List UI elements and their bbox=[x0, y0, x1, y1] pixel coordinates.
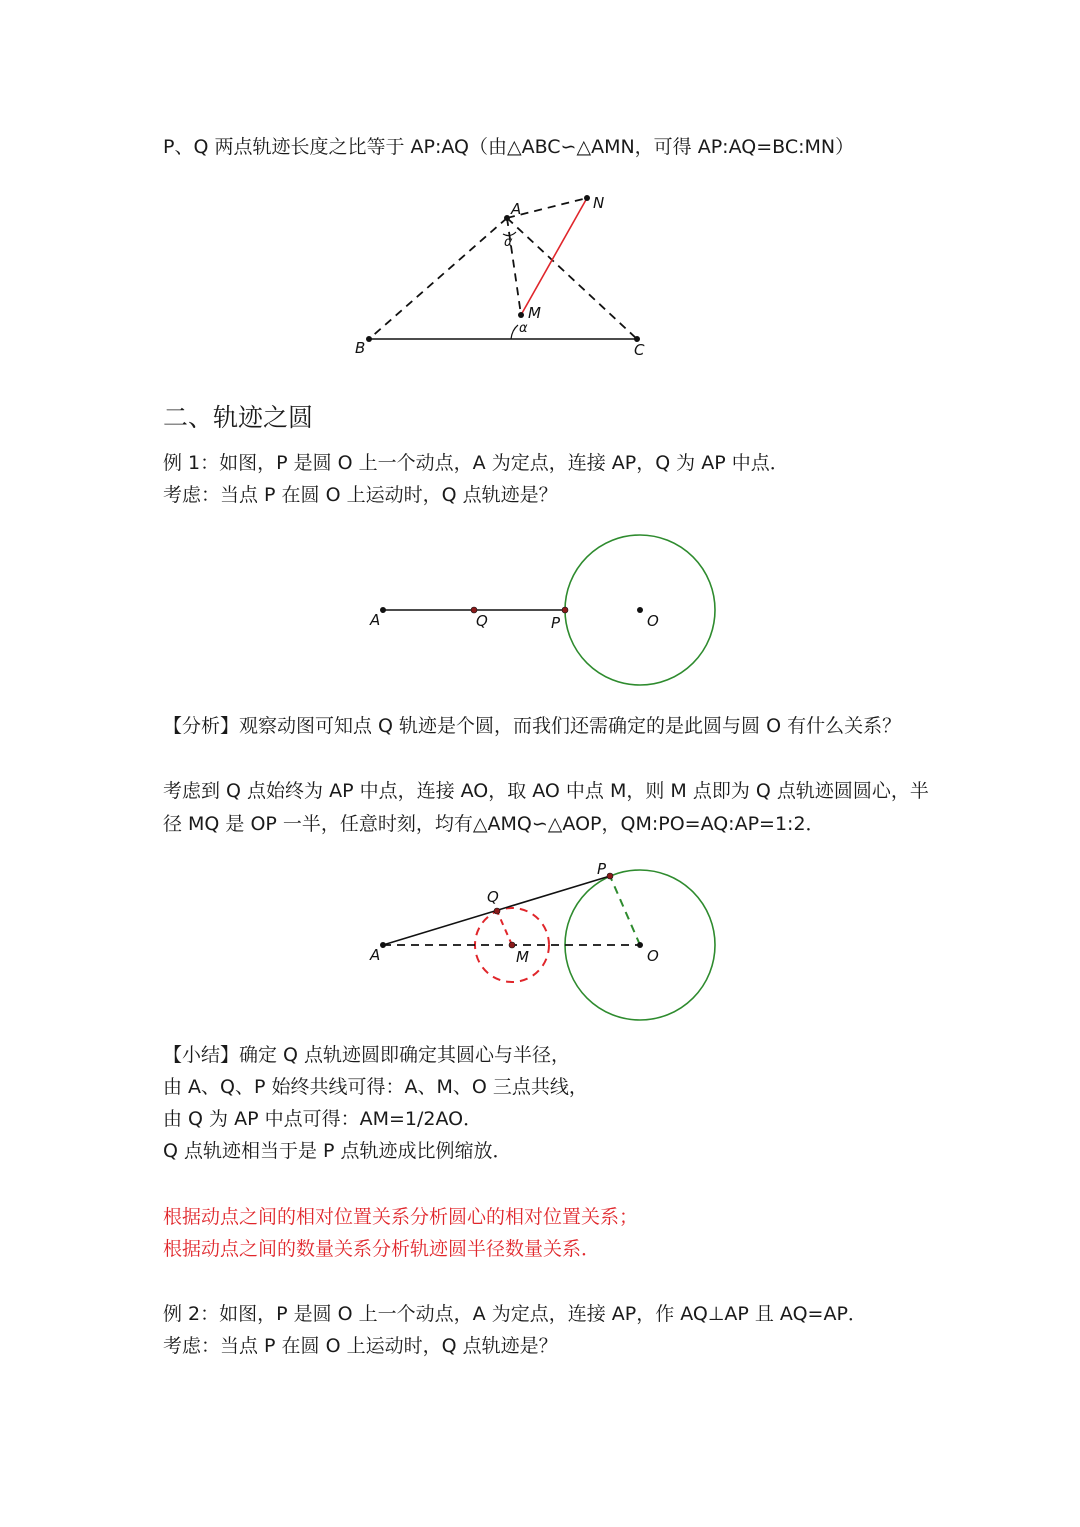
label-O: O bbox=[647, 612, 659, 630]
example2-line2: 考虑：当点 P 在圆 O 上运动时，Q 点轨迹是？ bbox=[163, 1335, 558, 1357]
example1-line1: 例 1：如图，P 是圆 O 上一个动点，A 为定点，连接 AP，Q 为 AP 中点． bbox=[163, 452, 789, 474]
angle-arc-bottom bbox=[511, 325, 518, 339]
point-P bbox=[607, 873, 613, 879]
label-O: O bbox=[647, 947, 659, 965]
point-O bbox=[637, 942, 643, 948]
label-Q: Q bbox=[476, 612, 488, 630]
figure-circle-locus bbox=[0, 520, 1080, 700]
highlight-line2: 根据动点之间的数量关系分析轨迹圆半径数量关系． bbox=[163, 1238, 601, 1260]
analysis-line1: 【分析】观察动图可知点 Q 轨迹是个圆，而我们还需确定的是此圆与圆 O 有什么关系？ bbox=[163, 715, 902, 737]
point-Q bbox=[494, 908, 500, 914]
label-M: M bbox=[528, 304, 541, 322]
label-M: M bbox=[516, 948, 529, 966]
summary-line1: 【小结】确定 Q 点轨迹圆即确定其圆心与半径， bbox=[163, 1044, 571, 1066]
label-C: C bbox=[634, 341, 645, 359]
section-heading: 二、轨迹之圆 bbox=[163, 403, 314, 432]
figure-locus-center bbox=[0, 850, 1080, 1030]
label-P: P bbox=[597, 860, 607, 878]
example2-line1: 例 2：如图，P 是圆 O 上一个动点，A 为定点，连接 AP，作 AQ⊥AP 且 AQ=AP． bbox=[163, 1303, 867, 1325]
label-A: A bbox=[511, 200, 522, 218]
point-P bbox=[562, 607, 568, 613]
point-A bbox=[504, 215, 510, 221]
label-P: P bbox=[551, 614, 561, 632]
label-alpha-top: α bbox=[504, 235, 513, 250]
point-O bbox=[637, 607, 643, 613]
point-M bbox=[509, 942, 515, 948]
label-A: A bbox=[370, 611, 381, 629]
point-B bbox=[366, 336, 372, 342]
label-alpha-bottom: α bbox=[519, 321, 528, 336]
figure-similar-triangles bbox=[0, 0, 1080, 380]
segment-AM bbox=[507, 218, 521, 315]
radius-OP bbox=[610, 876, 640, 945]
label-B: B bbox=[355, 339, 366, 357]
summary-line2: 由 A、Q、P 始终共线可得：A、M、O 三点共线， bbox=[163, 1076, 588, 1098]
summary-line3: 由 Q 为 AP 中点可得：AM=1/2AO． bbox=[163, 1108, 483, 1130]
analysis-line3: 径 MQ 是 OP 一半，任意时刻，均有△AMQ∽△AOP，QM:PO=AQ:AP=1:2． bbox=[163, 813, 825, 835]
summary-line4: Q 点轨迹相当于是 P 点轨迹成比例缩放． bbox=[163, 1140, 512, 1162]
intro-line: P、Q 两点轨迹长度之比等于 AP:AQ（由△ABC∽△AMN，可得 AP:AQ=BC:MN） bbox=[163, 136, 855, 158]
radius-MQ bbox=[497, 911, 512, 945]
segment-MN bbox=[521, 198, 587, 315]
highlight-line1: 根据动点之间的相对位置关系分析圆心的相对位置关系； bbox=[163, 1206, 639, 1228]
example1-line2: 考虑：当点 P 在圆 O 上运动时，Q 点轨迹是？ bbox=[163, 484, 558, 506]
point-M bbox=[518, 312, 524, 318]
analysis-line2: 考虑到 Q 点始终为 AP 中点，连接 AO，取 AO 中点 M，则 M 点即为 Q 点轨迹圆圆心，半 bbox=[163, 780, 929, 802]
segment-AB bbox=[369, 218, 507, 339]
label-A: A bbox=[370, 946, 381, 964]
point-A bbox=[380, 942, 386, 948]
label-N: N bbox=[593, 194, 605, 212]
label-Q: Q bbox=[487, 888, 499, 906]
point-A bbox=[380, 607, 386, 613]
point-N bbox=[584, 195, 590, 201]
